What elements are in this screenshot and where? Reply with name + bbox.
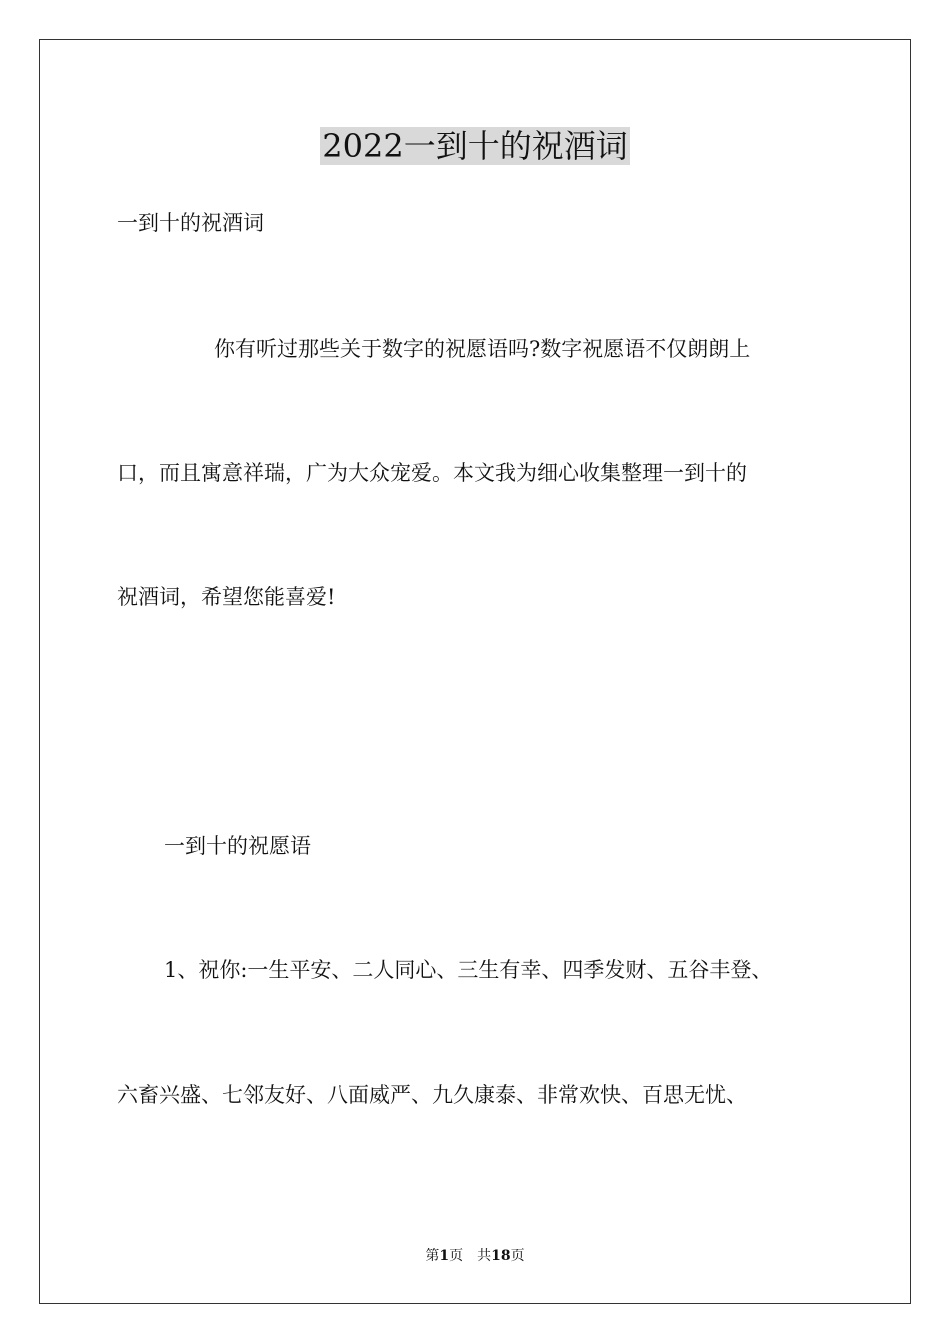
document-title-text: 2022一到十的祝酒词 xyxy=(322,127,628,165)
footer-page-total: 18 xyxy=(491,1248,511,1264)
footer-page-mid: 页 共 xyxy=(449,1248,492,1264)
item-line-2: 六畜兴盛、七邻友好、八面威严、九久康泰、非常欢快、百思无忧、 xyxy=(117,1083,747,1107)
intro-line-1: 你有听过那些关于数字的祝愿语吗?数字祝愿语不仅朗朗上 xyxy=(214,337,751,361)
footer-page-prefix: 第 xyxy=(425,1248,440,1264)
intro-line-2: 口，而且寓意祥瑞，广为大众宠爱。本文我为细心收集整理一到十的 xyxy=(117,461,747,485)
footer-page-suffix: 页 xyxy=(510,1248,525,1264)
intro-line-3: 祝酒词，希望您能喜爱! xyxy=(117,585,336,609)
document-title xyxy=(0,124,950,168)
page-footer xyxy=(0,1246,950,1266)
item-line-1: 1、祝你:一生平安、二人同心、三生有幸、四季发财、五谷丰登、 xyxy=(164,958,773,982)
section-heading: 一到十的祝愿语 xyxy=(164,834,311,858)
document-subtitle: 一到十的祝酒词 xyxy=(117,211,264,235)
footer-page-current: 1 xyxy=(439,1248,450,1264)
